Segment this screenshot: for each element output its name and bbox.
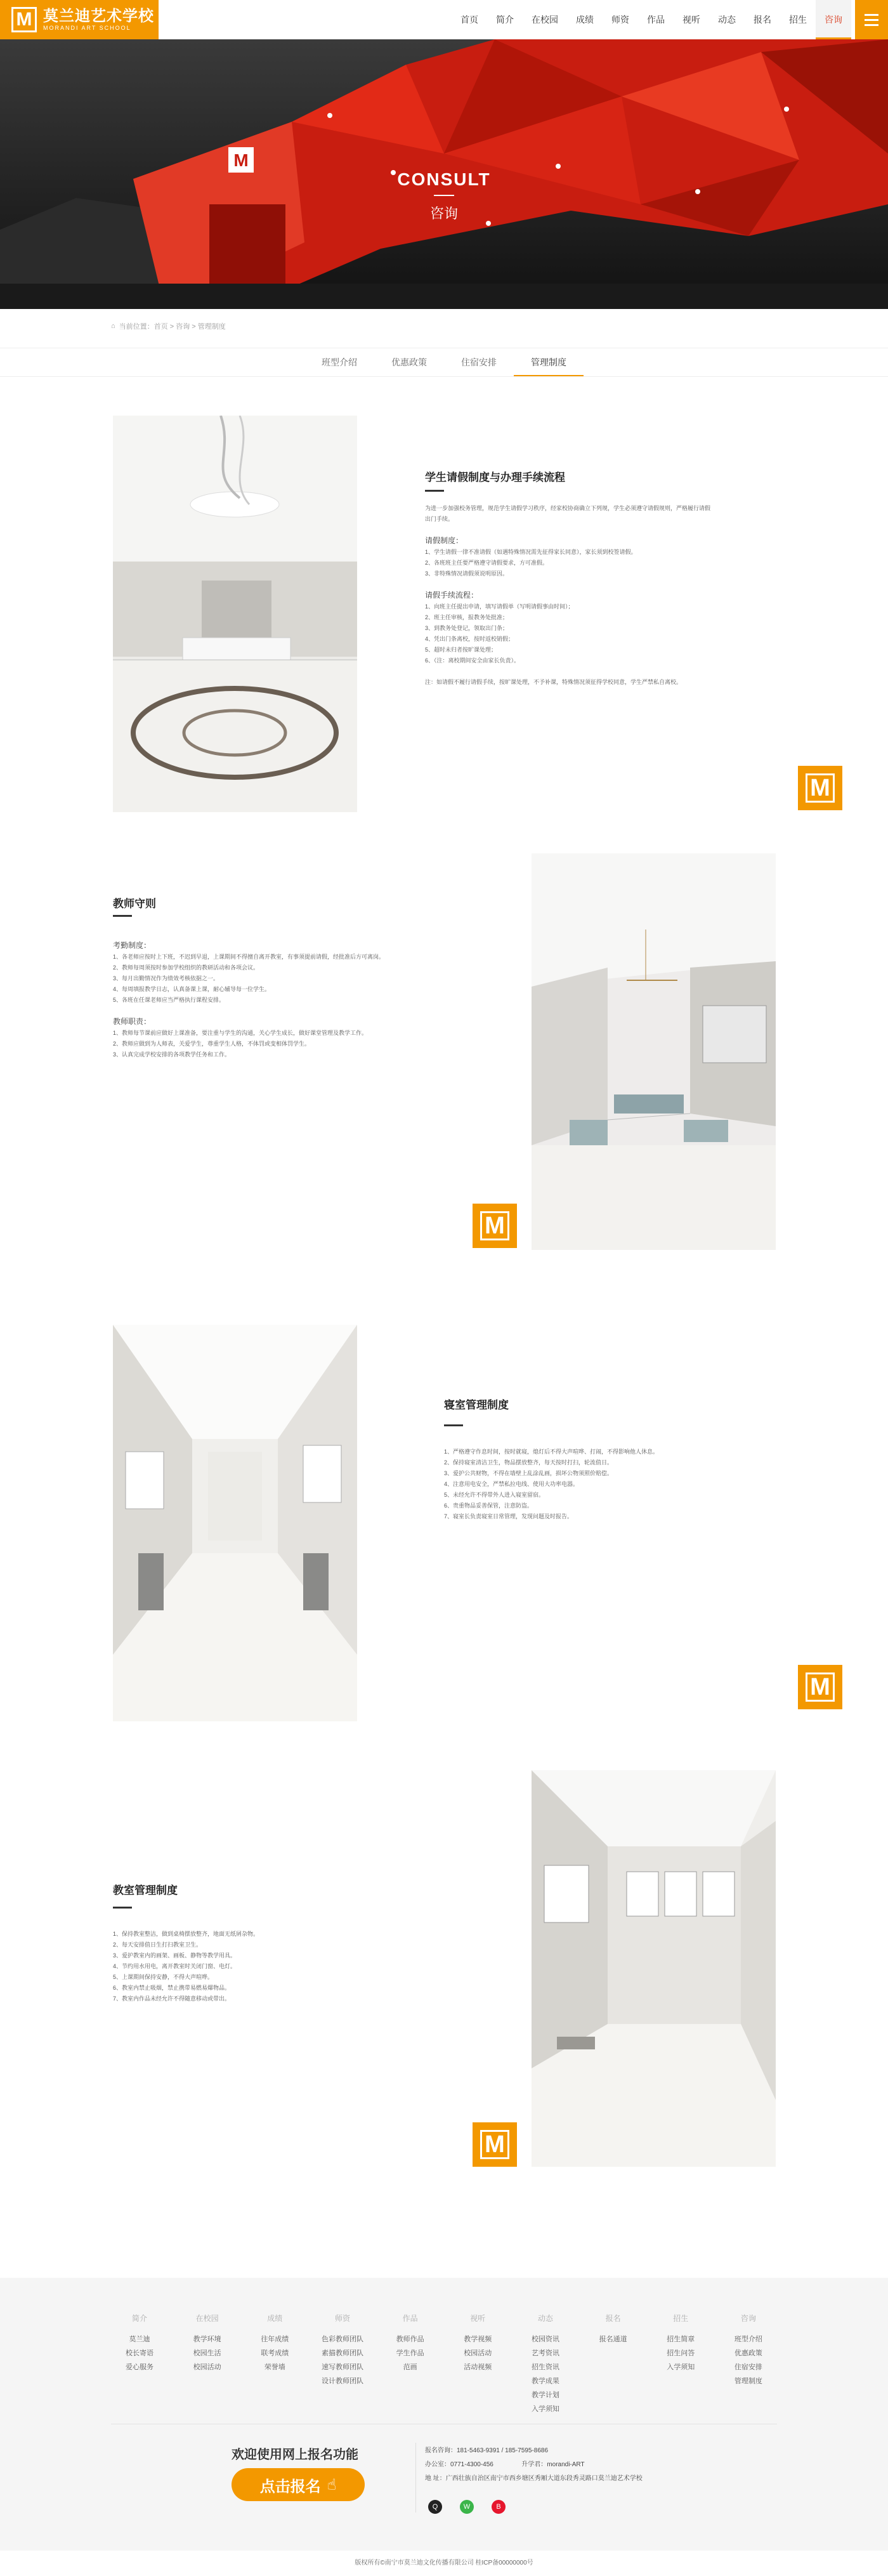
weibo-icon[interactable]: B bbox=[492, 2500, 506, 2514]
classroom-photo bbox=[532, 1770, 776, 2167]
m-logo-icon: M bbox=[473, 1204, 517, 1248]
intro: 为进一步加强校务管理，规范学生请假学习秩序，经家校协商确立下列规，学生必须遵守请假规则，严格履行请假出门手续。 bbox=[425, 505, 711, 522]
tab-discounts[interactable]: 优惠政策 bbox=[391, 357, 427, 367]
nav-item-signup[interactable]: 报名 bbox=[754, 15, 771, 25]
lobby-photo bbox=[113, 416, 357, 812]
contact-address: 地 址：广西壮族自治区南宁市西乡塘区秀厢大道东段秀灵路口莫兰迪艺术学校 bbox=[425, 2475, 643, 2482]
nav-item-campus[interactable]: 在校园 bbox=[532, 15, 558, 25]
breadcrumb bbox=[111, 321, 226, 331]
lounge-photo bbox=[532, 853, 776, 1250]
section-title-teacher: 教师守则 bbox=[113, 898, 156, 910]
copyright: 版权所有©南宁市莫兰迪文化传播有限公司 桂ICP备00000000号 bbox=[0, 2551, 888, 2576]
nav-item-admissions[interactable]: 招生 bbox=[789, 15, 807, 25]
section-title-classroom: 教室管理制度 bbox=[113, 1884, 178, 1896]
subheading: 考勤制度： bbox=[113, 941, 152, 950]
footer-col-works: 作品 教师作品 学生作品 范画 bbox=[396, 2314, 424, 2371]
signup-promo: 欢迎使用网上报名功能 bbox=[232, 2448, 358, 2462]
footer-col-admissions: 招生 招生简章 招生问答 入学须知 bbox=[667, 2314, 695, 2371]
tab-housing[interactable]: 住宿安排 bbox=[461, 357, 497, 367]
logo[interactable] bbox=[0, 0, 159, 39]
subheading: 请假手续流程： bbox=[425, 591, 479, 600]
menu-icon[interactable] bbox=[855, 0, 888, 39]
social-links bbox=[428, 2500, 506, 2514]
note: 注：如请假不履行请假手续，按旷课处理，不予补课，特殊情况须征得学校同意，学生严禁私自离校。 bbox=[425, 679, 682, 685]
banner-divider bbox=[434, 195, 454, 196]
contact-wechat: 升学君：morandi-ART bbox=[521, 2461, 585, 2468]
subheading: 教师职责： bbox=[113, 1017, 152, 1026]
nav-item-media[interactable]: 视听 bbox=[682, 15, 700, 25]
logo-name-en: MORANDI ART SCHOOL bbox=[43, 25, 131, 31]
section-title-dorm: 寝室管理制度 bbox=[444, 1399, 509, 1411]
contact-phone: 报名咨询：181-5463-9391 / 185-7595-8686 bbox=[425, 2447, 549, 2454]
svg-text:M: M bbox=[233, 150, 249, 170]
sub-nav bbox=[0, 348, 888, 377]
nav-item-news[interactable]: 动态 bbox=[718, 15, 736, 25]
nav-item-consult[interactable]: 咨询 bbox=[816, 0, 851, 39]
logo-name: 莫兰迪艺术学校 bbox=[43, 8, 154, 25]
rules-list: 1、学生请假一律不准请假（如遇特殊情况需先征得家长同意），家长须到校签请假。 2、各班班主任要严格遵守请假要求，方可准假。 3、非特殊情况请假须说明原因。 bbox=[425, 549, 637, 577]
wechat-icon[interactable]: W bbox=[460, 2500, 474, 2514]
footer-col-about: 简介 莫兰迪 校长寄语 爱心服务 bbox=[126, 2314, 153, 2371]
m-logo-icon: M bbox=[473, 2122, 517, 2167]
section-text-dorm: 1、严格遵守作息时间，按时就寝，熄灯后不得大声喧哗、打闹，不得影响他人休息。 2、保持寝室清洁卫生，物品摆放整齐，每天按时打扫，轮流值日。 3、爱护公共财物，不得在墙壁上乱涂乱画，损坏公物须照价赔偿。 4、注意用电安全，严禁私拉电线、使用大功率电器。 5、未经允许不得带外人进入寝室留宿。 6、贵重物品妥善保管，注意防盗。 7、寝室长负责寝室日常管理，发现问题及时报告。 bbox=[444, 1449, 659, 1520]
section-divider bbox=[444, 1424, 463, 1426]
nav-item-about[interactable]: 简介 bbox=[496, 15, 514, 25]
pointer-icon: ☝ bbox=[327, 2476, 337, 2494]
attendance-list: 1、各老师应按时上下班，不迟到早退，上课期间不得擅自离开教室，有事须提前请假，经批准后方可离岗。 2、教师每周须按时参加学校组织的教研活动和各项会议。 3、每月出勤情况作为绩效考核依据之一。 4、每周填报教学日志，认真备课上课，耐心辅导每一位学生。 5、各班在任课老师应当严格执行课程安排。 bbox=[113, 954, 385, 1003]
section-text-leave bbox=[425, 503, 710, 688]
logo-mark: M bbox=[11, 7, 37, 32]
steps-list: 1、向班主任提出申请，填写请假单（写明请假事由时间）； 2、班主任审核，报教务处批准； 3、到教务处登记，领取出门条； 4、凭出门条离校，按时返校销假； 5、超时未归者按旷课处理； 6、（注：离校期间安全由家长负责）。 bbox=[425, 603, 574, 664]
footer-col-results: 成绩 往年成绩 联考成绩 荣誉墙 bbox=[261, 2314, 289, 2371]
nav-item-works[interactable]: 作品 bbox=[647, 15, 665, 25]
footer-col-consult: 咨询 班型介绍 优惠政策 住宿安排 管理制度 bbox=[734, 2314, 762, 2385]
footer-col-signup: 报名 报名通道 bbox=[599, 2314, 627, 2343]
section-text-classroom: 1、保持教室整洁，做到桌椅摆放整齐，地面无纸屑杂物。 2、每天安排值日生打扫教室卫生。 3、爱护教室内的画架、画板、静物等教学用具。 4、节约用水用电，离开教室时关闭门窗、电灯。 5、上课期间保持安静，不得大声喧哗。 6、教室内禁止吸烟，禁止携带易燃易爆物品。 7、教室内作品未经允许不得随意移动或带出。 bbox=[113, 1931, 259, 2002]
section-divider bbox=[113, 1907, 132, 1909]
section-text-teacher bbox=[113, 940, 449, 1060]
qq-icon[interactable]: Q bbox=[428, 2500, 442, 2514]
footer-col-teachers: 师资 色彩教师团队 素描教师团队 速写教师团队 设计教师团队 bbox=[321, 2314, 363, 2385]
footer-col-campus: 在校园 教学环境 校园生活 校园活动 bbox=[193, 2314, 221, 2371]
corridor-photo bbox=[113, 1325, 357, 1721]
banner-title: CONSULT bbox=[397, 169, 491, 189]
duties-list: 1、教师每节课前应做好上课准备，要注重与学生的沟通，关心学生成长，做好课堂管理及教学工作。 2、教师应做到为人师表，关爱学生，尊重学生人格，不体罚或变相体罚学生。 3、认真完成学校安排的各项教学任务和工作。 bbox=[113, 1030, 368, 1058]
m-logo-icon: M bbox=[798, 766, 842, 810]
banner bbox=[0, 39, 888, 309]
breadcrumb-text[interactable]: 当前位置：首页 > 咨询 > 管理制度 bbox=[119, 323, 226, 331]
nav-item-results[interactable]: 成绩 bbox=[576, 15, 594, 25]
contact-tel: 办公室：0771-4300-456 bbox=[425, 2461, 493, 2468]
main-nav bbox=[452, 0, 851, 39]
footer-vdivider bbox=[415, 2443, 416, 2513]
footer bbox=[0, 2278, 888, 2551]
signup-button[interactable]: 点击报名 ☝ bbox=[232, 2468, 365, 2501]
header bbox=[0, 0, 888, 39]
section-title-leave: 学生请假制度与办理手续流程 bbox=[425, 471, 565, 483]
banner-subtitle: 咨询 bbox=[429, 206, 458, 221]
footer-columns bbox=[111, 2313, 777, 2416]
nav-item-teachers[interactable]: 师资 bbox=[611, 15, 629, 25]
m-logo-icon: M bbox=[798, 1665, 842, 1709]
nav-item-home[interactable]: 首页 bbox=[460, 15, 478, 25]
section-divider bbox=[425, 490, 444, 492]
section-divider bbox=[113, 915, 132, 917]
tab-rules[interactable]: 管理制度 bbox=[514, 348, 584, 376]
contact-info bbox=[425, 2444, 643, 2486]
footer-col-media: 视听 教学视频 校园活动 活动视频 bbox=[464, 2314, 492, 2371]
home-icon: ⌂ bbox=[111, 322, 115, 330]
subheading: 请假制度： bbox=[425, 536, 464, 545]
footer-col-news: 动态 校园资讯 艺考资讯 招生资讯 教学成果 教学计划 入学须知 bbox=[531, 2314, 559, 2413]
tab-classes[interactable]: 班型介绍 bbox=[322, 357, 357, 367]
